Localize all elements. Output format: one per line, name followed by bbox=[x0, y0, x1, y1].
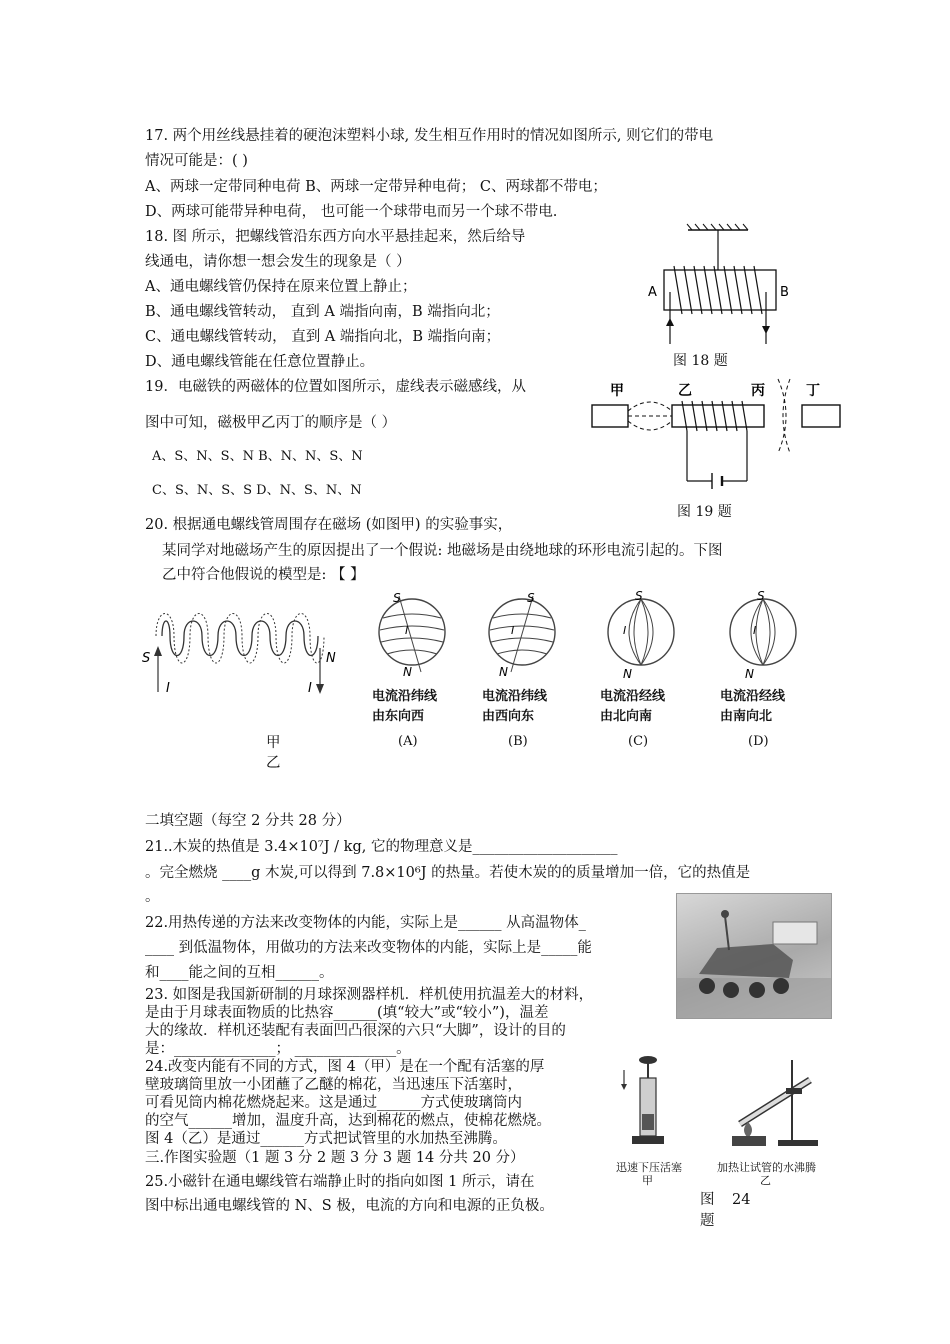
q20-solenoid-figure bbox=[140, 596, 360, 706]
q18-solenoid-figure bbox=[640, 222, 800, 352]
q20-fig-s: S bbox=[142, 651, 151, 666]
q18-label-b: B bbox=[780, 285, 789, 300]
globe-a-n: N bbox=[403, 665, 412, 679]
q24-caption-num: 24 bbox=[732, 1192, 751, 1208]
q21-line2: 。完全燃烧 ____g 木炭,可以得到 7.8×10⁶J 的热量。若使木炭的的质量增加一倍，它的热值是 bbox=[145, 865, 751, 881]
section2-title: 二填空题（每空 2 分共 28 分） bbox=[145, 813, 351, 829]
q18-line2: 线通电，请你想一想会发生的现象是（ ） bbox=[145, 254, 411, 270]
globe-b-n: N bbox=[499, 665, 508, 679]
q18-option-d: D、通电螺线管能在任意位置静止。 bbox=[145, 354, 375, 370]
q17-line1: 17. 两个用丝线悬挂着的硬泡沫塑料小球, 发生相互作用时的情况如图所示, 则它们的带电 bbox=[145, 128, 714, 144]
globe-d-s: S bbox=[757, 590, 765, 603]
q24-line2: 壁玻璃筒里放一小团蘸了乙醚的棉花，当迅速压下活塞时， bbox=[145, 1077, 522, 1093]
q20-option-c-desc1: 电流沿经线 bbox=[600, 689, 666, 704]
q24-fig-caption-left1: 迅速下压活塞 bbox=[616, 1161, 682, 1174]
q18-option-b: B、通电螺线管转动， 直到 A 端指向南，B 端指向北； bbox=[145, 304, 500, 320]
q19-options-cd: C、S、N、S、S D、N、S、N、N bbox=[152, 483, 362, 498]
q19-label-yi: 乙 bbox=[678, 383, 692, 399]
q24-fig-caption-right1: 加热让试管的水沸腾 bbox=[717, 1161, 816, 1174]
q19-electromagnet-figure bbox=[588, 375, 843, 495]
q20-option-a-desc2: 由东向西 bbox=[372, 709, 425, 724]
test-tube-heating-icon bbox=[732, 1060, 818, 1146]
globe-b bbox=[489, 591, 555, 679]
globe-c-i: I bbox=[623, 624, 627, 637]
q18-label-a: A bbox=[648, 285, 657, 300]
q19-line2: 图中可知，磁极甲乙丙丁的顺序是（ ） bbox=[145, 415, 397, 431]
q20-fig-i-right: I bbox=[308, 681, 312, 696]
globe-a-i: I bbox=[405, 624, 409, 637]
q19-line1: 19．电磁铁的两磁体的位置如图所示，虚线表示磁感线，从 bbox=[145, 379, 526, 395]
q20-option-d-label: (D) bbox=[748, 734, 769, 749]
globe-c bbox=[608, 590, 674, 681]
q20-label-jia: 甲 bbox=[266, 735, 281, 751]
q19-label-ding: 丁 bbox=[806, 383, 820, 399]
q23-line3: 大的缘故．样机还装配有表面凹凸很深的六只“大脚”，设计的目的 bbox=[145, 1023, 566, 1039]
globe-d-i: I bbox=[753, 624, 757, 637]
piston-cylinder-icon bbox=[621, 1056, 664, 1144]
q17-options-abc: A、两球一定带同种电荷 B、两球一定带异种电荷； C、两球都不带电； bbox=[145, 179, 607, 195]
q20-line2: 某同学对地磁场产生的原因提出了一个假说: 地磁场是由绕地球的环形电流引起的。下图 bbox=[162, 543, 723, 559]
globe-c-n: N bbox=[623, 667, 632, 681]
q20-fig-n: N bbox=[326, 651, 336, 666]
q24-experiment-figure bbox=[610, 1050, 840, 1155]
globe-a-s: S bbox=[393, 591, 401, 605]
q19-options-ab: A、S、N、S、N B、N、N、S、N bbox=[152, 449, 363, 464]
q20-option-b-label: (B) bbox=[508, 734, 528, 749]
q20-option-d-desc1: 电流沿经线 bbox=[720, 689, 786, 704]
q20-line3: 乙中符合他假说的模型是: 【 】 bbox=[162, 567, 365, 583]
q19-caption: 图 19 题 bbox=[677, 504, 732, 520]
q20-option-a-desc1: 电流沿纬线 bbox=[372, 689, 438, 704]
q20-line1: 20. 根据通电螺线管周围存在磁场 (如图甲) 的实验事实， bbox=[145, 517, 513, 533]
q21-line3: 。 bbox=[145, 889, 160, 905]
q23-line4: 是：______________； ______________。 bbox=[145, 1041, 411, 1057]
q24-line5: 图 4（乙）是通过______方式把试管里的水加热至沸腾。 bbox=[145, 1131, 507, 1147]
q22-line2: ____ 到低温物体，用做功的方法来改变物体的内能，实际上是_____能 bbox=[145, 940, 592, 956]
globe-b-i: I bbox=[511, 624, 515, 637]
q24-caption-tu: 图 bbox=[700, 1192, 715, 1208]
lunar-rover-icon bbox=[677, 894, 831, 1018]
q20-fig-i-left: I bbox=[166, 681, 170, 696]
q20-label-yi: 乙 bbox=[266, 755, 281, 771]
q24-fig-caption-right2: 乙 bbox=[760, 1174, 771, 1187]
q20-option-d-desc2: 由南向北 bbox=[720, 709, 773, 724]
q24-fig-caption-left2: 甲 bbox=[642, 1174, 653, 1187]
globe-c-s: S bbox=[635, 590, 643, 603]
q24-caption-ti: 题 bbox=[700, 1213, 715, 1229]
globe-d bbox=[730, 590, 796, 681]
q20-option-c-desc2: 由北向南 bbox=[600, 709, 653, 724]
lunar-rover-photo bbox=[676, 893, 832, 1019]
globe-d-n: N bbox=[745, 667, 754, 681]
q17-option-d: D、两球可能带异种电荷， 也可能一个球带电而另一个球不带电. bbox=[145, 204, 558, 220]
q20-option-b-desc2: 由西向东 bbox=[482, 709, 535, 724]
globe-b-s: S bbox=[527, 591, 535, 605]
q20-option-a-label: (A) bbox=[398, 734, 418, 749]
q24-line4: 的空气______增加，温度升高，达到棉花的燃点，使棉花燃烧。 bbox=[145, 1113, 551, 1129]
section3-title: 三.作图实验题（1 题 3 分 2 题 3 分 3 题 14 分共 20 分） bbox=[145, 1150, 525, 1166]
q24-line1: 24.改变内能有不同的方式，图 4（甲）是在一个配有活塞的厚 bbox=[145, 1059, 545, 1075]
q19-label-bing: 丙 bbox=[751, 383, 765, 399]
q21-line1: 21..木炭的热值是 3.4×10⁷J / kg, 它的物理意义是____________________ bbox=[145, 839, 618, 855]
globe-a bbox=[379, 591, 445, 679]
q18-line1: 18. 图 所示，把螺线管沿东西方向水平悬挂起来，然后给导 bbox=[145, 229, 526, 245]
q18-option-a: A、通电螺线管仍保持在原来位置上静止； bbox=[145, 279, 417, 295]
q25-line2: 图中标出通电螺线管的 N、S 极，电流的方向和电源的正负极。 bbox=[145, 1198, 554, 1214]
q20-option-c-label: (C) bbox=[628, 734, 649, 749]
q23-line2: 是由于月球表面物质的比热容______(填“较大”或“较小”)，温差 bbox=[145, 1005, 549, 1021]
q22-line3: 和____能之间的互相______。 bbox=[145, 965, 334, 981]
q23-line1: 23. 如图是我国新研制的月球探测器样机．样机使用抗温差大的材料， bbox=[145, 987, 594, 1003]
q22-line1: 22.用热传递的方法来改变物体的内能，实际上是______ 从高温物体_ bbox=[145, 915, 586, 931]
q19-label-jia: 甲 bbox=[610, 383, 624, 399]
q18-caption: 图 18 题 bbox=[673, 353, 728, 369]
q18-option-c: C、通电螺线管转动， 直到 A 端指向北，B 端指向南； bbox=[145, 329, 501, 345]
q20-option-b-desc1: 电流沿纬线 bbox=[482, 689, 548, 704]
q24-line3: 可看见筒内棉花燃烧起来。这是通过______方式使玻璃筒内 bbox=[145, 1095, 522, 1111]
q20-globe-models bbox=[365, 590, 815, 750]
q17-line2: 情况可能是：( ) bbox=[145, 153, 248, 169]
q25-line1: 25.小磁针在通电螺线管右端静止时的指向如图 1 所示，请在 bbox=[145, 1174, 535, 1190]
